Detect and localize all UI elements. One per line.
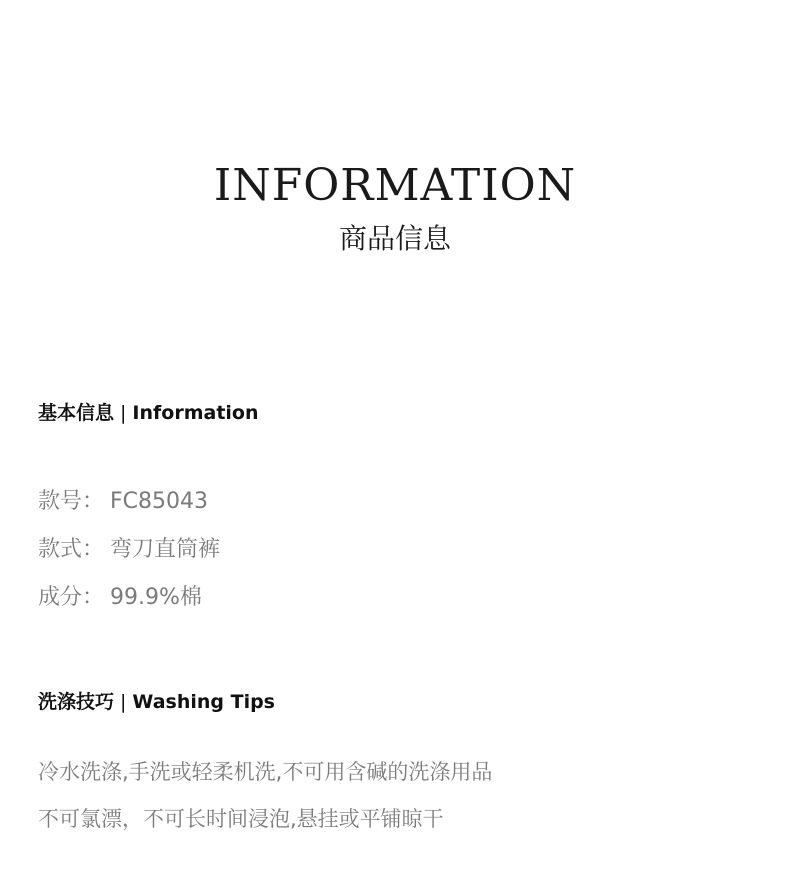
page-title: INFORMATION bbox=[213, 160, 577, 211]
spec-value: 弯刀直筒裤 bbox=[110, 537, 221, 562]
basic-info-heading-en: Information bbox=[132, 402, 259, 424]
page-subtitle: 商品信息 bbox=[338, 222, 451, 255]
spec-row-style-number bbox=[38, 487, 208, 517]
spec-value: FC85043 bbox=[110, 489, 209, 514]
spec-label: 款式： bbox=[38, 537, 105, 562]
heading-separator: | bbox=[120, 691, 127, 713]
spec-row-style bbox=[38, 535, 220, 565]
spec-row-composition bbox=[38, 583, 202, 613]
care-instruction-line: 冷水洗涤,手洗或轻柔机洗,不可用含碱的洗涤用品 bbox=[38, 760, 493, 784]
washing-tips-heading-cn: 洗涤技巧 bbox=[38, 691, 115, 713]
heading-separator: | bbox=[120, 402, 127, 424]
washing-tips-heading bbox=[38, 689, 275, 715]
washing-tips-heading-en: Washing Tips bbox=[132, 691, 275, 713]
care-instruction-line: 不可氯漂，不可长时间浸泡,悬挂或平铺晾干 bbox=[38, 807, 444, 831]
spec-value: 99.9%棉 bbox=[110, 585, 202, 610]
basic-info-heading bbox=[38, 400, 259, 426]
spec-label: 成分： bbox=[38, 585, 105, 610]
basic-info-heading-cn: 基本信息 bbox=[38, 402, 115, 424]
spec-label: 款号： bbox=[38, 489, 105, 514]
